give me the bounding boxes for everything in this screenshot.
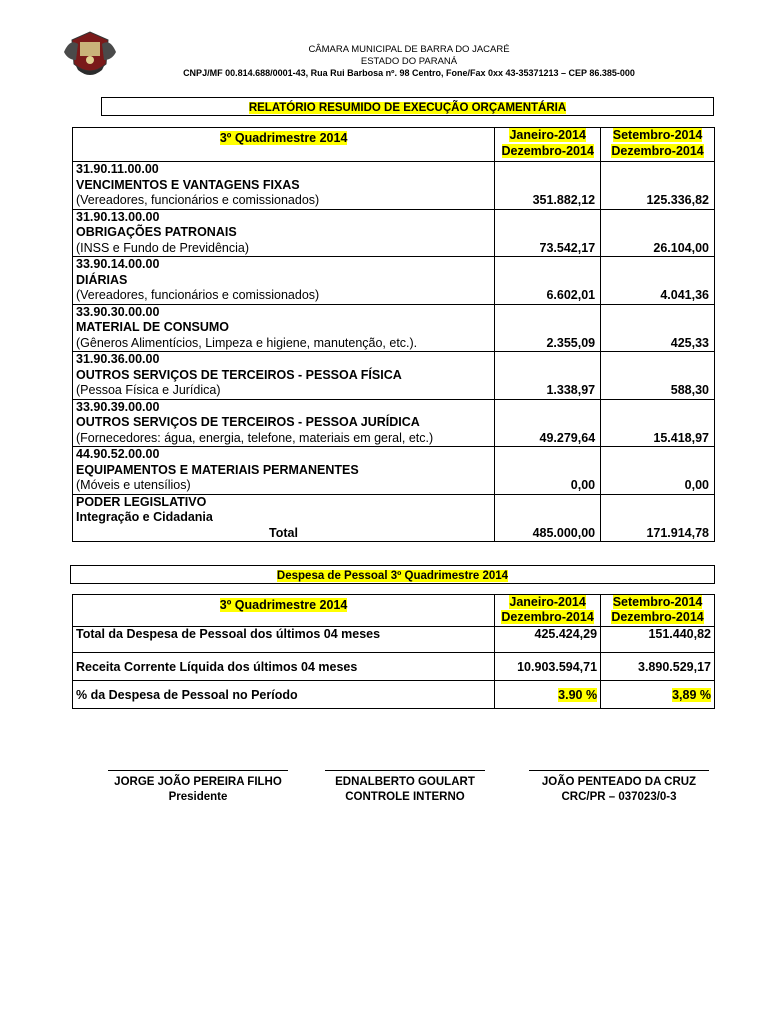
account-name: OUTROS SERVIÇOS DE TERCEIROS - PESSOA FÍSICA	[76, 367, 402, 382]
value-set-dez: 26.104,00	[601, 209, 715, 257]
personnel-title-box	[70, 565, 715, 584]
state-name: ESTADO DO PARANÁ	[360, 56, 458, 67]
signature-block	[300, 770, 510, 805]
p-col2-line2: Dezembro-2014	[611, 610, 704, 624]
account-code: 33.90.30.00.00	[76, 304, 160, 319]
account-desc: (INSS e Fundo de Previdência)	[76, 240, 250, 255]
table-row	[73, 162, 715, 210]
budget-table-header	[73, 128, 715, 162]
row-value-2: 3.890.529,17	[601, 653, 715, 681]
value-set-dez: 4.041,36	[601, 257, 715, 305]
total-line1: PODER LEGISLATIVO	[76, 494, 207, 509]
table-row	[73, 304, 715, 352]
signer-name: JOÃO PENTEADO DA CRUZ	[541, 776, 697, 788]
table-row	[73, 399, 715, 447]
total-line2: Integração e Cidadania	[76, 510, 213, 524]
col2-line2: Dezembro-2014	[611, 143, 704, 158]
account-name: OBRIGAÇÕES PATRONAIS	[76, 225, 237, 239]
col2-line1: Setembro-2014	[612, 128, 703, 142]
value-jan-dez: 0,00	[495, 447, 601, 495]
account-code: 44.90.52.00.00	[76, 447, 160, 461]
account-name: EQUIPAMENTOS E MATERIAIS PERMANENTES	[76, 462, 359, 477]
signature-block	[93, 770, 303, 805]
value-jan-dez: 49.279,64	[495, 399, 601, 447]
value-jan-dez: 351.882,12	[495, 162, 601, 210]
account-name: OUTROS SERVIÇOS DE TERCEIROS - PESSOA JURÍDICA	[76, 415, 420, 429]
total-label: Total	[269, 525, 298, 540]
signer-name: JORGE JOÃO PEREIRA FILHO	[114, 776, 282, 788]
value-set-dez: 588,30	[601, 352, 715, 400]
account-desc: (Gêneros Alimentícios, Limpeza e higiene, manutenção, etc.).	[76, 335, 418, 350]
table-row	[73, 209, 715, 257]
account-code: 31.90.36.00.00	[76, 352, 160, 366]
col1-line2: Dezembro-2014	[501, 143, 594, 158]
account-name: DIÁRIAS	[76, 272, 128, 287]
period-label: 3º Quadrimestre 2014	[219, 131, 348, 145]
row-value-2: 3,89 %	[672, 687, 711, 702]
account-code: 33.90.14.00.00	[76, 257, 160, 271]
table-row	[73, 627, 715, 653]
row-value-1: 3.90 %	[558, 687, 598, 702]
table-row	[73, 447, 715, 495]
account-desc: (Fornecedores: água, energia, telefone, materiais em geral, etc.)	[76, 430, 434, 445]
account-name: VENCIMENTOS E VANTAGENS FIXAS	[76, 177, 300, 192]
signature-line	[529, 770, 709, 771]
coat-of-arms-logo	[62, 30, 118, 80]
account-desc: (Vereadores, funcionários e comissionados)	[76, 288, 320, 302]
table-row	[73, 681, 715, 709]
p-col2-line1: Setembro-2014	[612, 595, 703, 609]
row-value-2: 151.440,82	[601, 627, 715, 653]
personnel-table	[72, 594, 715, 709]
budget-table	[72, 127, 715, 542]
value-jan-dez: 73.542,17	[495, 209, 601, 257]
value-jan-dez: 2.355,09	[495, 304, 601, 352]
org-address: CNPJ/MF 00.814.688/0001-43, Rua Rui Barbosa nº. 98 Centro, Fone/Fax 0xx 43-35371213 – CEP 86.385-000	[183, 68, 635, 78]
total-set-dez: 171.914,78	[601, 494, 715, 542]
signer-role: CONTROLE INTERNO	[345, 791, 465, 803]
signature-line	[325, 770, 485, 771]
p-col1-line2: Dezembro-2014	[501, 610, 594, 624]
col1-line1: Janeiro-2014	[509, 128, 586, 142]
row-label: % da Despesa de Pessoal no Período	[73, 681, 495, 709]
table-row	[73, 653, 715, 681]
row-label: Total da Despesa de Pessoal dos últimos 04 meses	[73, 627, 495, 653]
account-code: 33.90.39.00.00	[76, 399, 160, 414]
account-desc: (Vereadores, funcionários e comissionados)	[76, 193, 320, 207]
account-code: 31.90.11.00.00	[76, 162, 159, 176]
report-title: RELATÓRIO RESUMIDO DE EXECUÇÃO ORÇAMENTÁRIA	[248, 102, 567, 114]
row-label: Receita Corrente Líquida dos últimos 04 meses	[73, 653, 495, 681]
value-jan-dez: 1.338,97	[495, 352, 601, 400]
personnel-table-header	[73, 595, 715, 627]
total-jan-dez: 485.000,00	[495, 494, 601, 542]
personnel-title: Despesa de Pessoal 3º Quadrimestre 2014	[276, 570, 509, 582]
row-value-1: 425.424,29	[495, 627, 601, 653]
signature-line	[108, 770, 288, 771]
value-set-dez: 125.336,82	[601, 162, 715, 210]
personnel-period-label: 3º Quadrimestre 2014	[219, 598, 348, 612]
account-name: MATERIAL DE CONSUMO	[76, 320, 230, 334]
signature-block	[514, 770, 724, 805]
signer-role: Presidente	[168, 791, 228, 803]
account-code: 31.90.13.00.00	[76, 209, 160, 224]
value-jan-dez: 6.602,01	[495, 257, 601, 305]
p-col1-line1: Janeiro-2014	[509, 595, 586, 609]
total-row	[73, 494, 715, 542]
value-set-dez: 425,33	[601, 304, 715, 352]
account-desc: (Móveis e utensílios)	[76, 478, 191, 492]
report-title-box	[101, 97, 714, 116]
table-row	[73, 352, 715, 400]
value-set-dez: 0,00	[601, 447, 715, 495]
table-row	[73, 257, 715, 305]
signer-role: CRC/PR – 037023/0-3	[561, 791, 677, 803]
org-name: CÂMARA MUNICIPAL DE BARRA DO JACARÉ	[308, 44, 510, 55]
value-set-dez: 15.418,97	[601, 399, 715, 447]
row-value-1: 10.903.594,71	[495, 653, 601, 681]
signer-name: EDNALBERTO GOULART	[335, 776, 475, 788]
account-desc: (Pessoa Física e Jurídica)	[76, 383, 221, 397]
